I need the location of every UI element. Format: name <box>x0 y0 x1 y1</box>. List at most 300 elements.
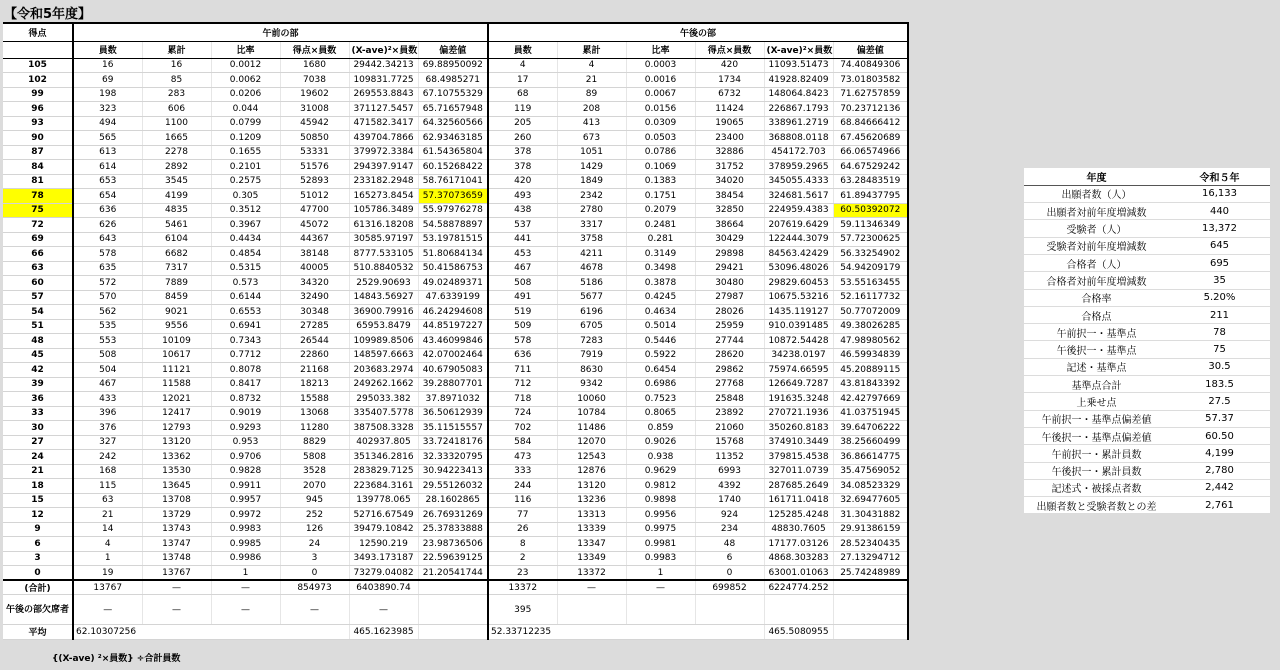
summary-label: 受験者対前年度増減数 <box>1024 237 1169 254</box>
am-value-cell: 34320 <box>280 276 349 291</box>
pm-value-cell: 509 <box>488 319 557 334</box>
score-cell: 96 <box>3 102 73 117</box>
am-value-cell: 0.4434 <box>211 232 280 247</box>
am-value-cell: 44367 <box>280 232 349 247</box>
summary-value: 16,133 <box>1169 185 1270 202</box>
pm-value-cell: 47.98980562 <box>833 334 908 349</box>
am-col-header: 得点×員数 <box>280 41 349 58</box>
am-value-cell: 45942 <box>280 116 349 131</box>
summary-label: 合格者対前年度増減数 <box>1024 272 1169 289</box>
am-value-cell: 51576 <box>280 160 349 175</box>
am-value-cell: 0 <box>280 566 349 581</box>
am-value-cell: 6104 <box>142 232 211 247</box>
pm-value-cell: 63001.01063 <box>764 566 833 581</box>
pm-value-cell: 10675.53216 <box>764 290 833 305</box>
pm-value-cell: 9342 <box>557 377 626 392</box>
table-row <box>3 551 908 566</box>
am-value-cell: 606 <box>142 102 211 117</box>
pm-value-cell: 60.50392072 <box>833 203 908 218</box>
absent-row-pm-cell <box>833 595 908 625</box>
am-value-cell: 10109 <box>142 334 211 349</box>
pm-col-header: 員数 <box>488 41 557 58</box>
pm-value-cell: 161711.0418 <box>764 493 833 508</box>
am-value-cell: 8829 <box>280 435 349 450</box>
am-value-cell: 376 <box>73 421 142 436</box>
am-value-cell: 0.9293 <box>211 421 280 436</box>
pm-value-cell: 1435.119127 <box>764 305 833 320</box>
absent-row-am-cell: — <box>211 595 280 625</box>
am-value-cell: 535 <box>73 319 142 334</box>
pm-value-cell: 50.77072009 <box>833 305 908 320</box>
summary-value: 30.5 <box>1169 358 1270 375</box>
pm-value-cell: 5677 <box>557 290 626 305</box>
am-value-cell: 3545 <box>142 174 211 189</box>
pm-value-cell: 1051 <box>557 145 626 160</box>
totals-row-pm-cell <box>833 580 908 595</box>
pm-value-cell: 0.6986 <box>626 377 695 392</box>
pm-value-cell: 35.47569052 <box>833 464 908 479</box>
am-value-cell: 626 <box>73 218 142 233</box>
summary-value: 13,372 <box>1169 220 1270 237</box>
am-value-cell: 14843.56927 <box>349 290 418 305</box>
am-value-cell: 85 <box>142 73 211 88</box>
table-row <box>3 450 908 465</box>
pm-value-cell: 413 <box>557 116 626 131</box>
pm-value-cell: 205 <box>488 116 557 131</box>
pm-value-cell: 89 <box>557 87 626 102</box>
am-value-cell: 7889 <box>142 276 211 291</box>
score-cell: 12 <box>3 508 73 523</box>
totals-row-label: (合計) <box>3 580 73 595</box>
pm-col-header: 累計 <box>557 41 626 58</box>
am-value-cell: 2892 <box>142 160 211 175</box>
summary-row <box>1024 220 1270 237</box>
summary-row <box>1024 237 1270 254</box>
score-cell: 18 <box>3 479 73 494</box>
am-value-cell: 37.8971032 <box>418 392 488 407</box>
am-value-cell: 402937.805 <box>349 435 418 450</box>
absent-row <box>3 595 908 625</box>
summary-label: 記述式・被採点者数 <box>1024 479 1169 496</box>
pm-value-cell: 0.9898 <box>626 493 695 508</box>
pm-value-cell: 0.0309 <box>626 116 695 131</box>
am-value-cell: 50850 <box>280 131 349 146</box>
am-value-cell: 6682 <box>142 247 211 262</box>
am-value-cell: 439704.7866 <box>349 131 418 146</box>
pm-value-cell: 4 <box>488 58 557 73</box>
pm-value-cell: 0.0067 <box>626 87 695 102</box>
pm-value-cell: 13347 <box>557 537 626 552</box>
totals-row-am-cell: — <box>142 580 211 595</box>
summary-row <box>1024 254 1270 271</box>
table-row <box>3 566 908 581</box>
pm-value-cell: 378959.2965 <box>764 160 833 175</box>
pm-value-cell: 15768 <box>695 435 764 450</box>
pm-value-cell: 67.45620689 <box>833 131 908 146</box>
score-cell: 21 <box>3 464 73 479</box>
am-value-cell: 52716.67549 <box>349 508 418 523</box>
am-value-cell: 0.6144 <box>211 290 280 305</box>
absent-row-am-cell <box>418 595 488 625</box>
table-row <box>3 305 908 320</box>
table-row <box>3 406 908 421</box>
summary-label: 受験者（人） <box>1024 220 1169 237</box>
summary-row <box>1024 393 1270 410</box>
table-row <box>3 348 908 363</box>
am-value-cell: 0.1209 <box>211 131 280 146</box>
absent-row-am-cell: — <box>73 595 142 625</box>
summary-row <box>1024 462 1270 479</box>
score-cell: 9 <box>3 522 73 537</box>
pm-value-cell: 38454 <box>695 189 764 204</box>
am-value-cell: 0.953 <box>211 435 280 450</box>
am-value-cell: 139778.065 <box>349 493 418 508</box>
am-value-cell: 0.9972 <box>211 508 280 523</box>
pm-value-cell: 122444.3079 <box>764 232 833 247</box>
pm-value-cell: 0 <box>695 566 764 581</box>
pm-value-cell: 0.9983 <box>626 551 695 566</box>
am-value-cell: 44.85197227 <box>418 319 488 334</box>
pm-value-cell: 4 <box>557 58 626 73</box>
am-value-cell: 42.07002464 <box>418 348 488 363</box>
pm-value-cell: 350260.8183 <box>764 421 833 436</box>
am-value-cell: 43.46099846 <box>418 334 488 349</box>
am-value-cell: 47700 <box>280 203 349 218</box>
absent-row-pm-cell <box>626 595 695 625</box>
summary-value: 183.5 <box>1169 376 1270 393</box>
pm-value-cell: 38664 <box>695 218 764 233</box>
am-value-cell: 53331 <box>280 145 349 160</box>
am-value-cell: 3493.173187 <box>349 551 418 566</box>
pm-value-cell: 34.08523329 <box>833 479 908 494</box>
am-value-cell: 39.28807701 <box>418 377 488 392</box>
pm-value-cell: 28620 <box>695 348 764 363</box>
score-distribution-table <box>3 22 908 640</box>
table-row <box>3 508 908 523</box>
pm-value-cell: 29829.60453 <box>764 276 833 291</box>
am-value-cell: 9021 <box>142 305 211 320</box>
am-value-cell: 283 <box>142 87 211 102</box>
summary-value: 75 <box>1169 341 1270 358</box>
am-value-cell: 69 <box>73 73 142 88</box>
pm-value-cell: 208 <box>557 102 626 117</box>
am-value-cell: 295033.382 <box>349 392 418 407</box>
am-value-cell: 269553.8843 <box>349 87 418 102</box>
summary-label: 出願者数と受験者数との差 <box>1024 497 1169 514</box>
pm-value-cell: 41928.82409 <box>764 73 833 88</box>
summary-value: 645 <box>1169 237 1270 254</box>
pm-value-cell: 0.8065 <box>626 406 695 421</box>
absent-row-pm-cell <box>557 595 626 625</box>
am-value-cell: 63 <box>73 493 142 508</box>
summary-label: 合格点 <box>1024 306 1169 323</box>
pm-value-cell: 0.1383 <box>626 174 695 189</box>
am-value-cell: 1100 <box>142 116 211 131</box>
score-cell: 60 <box>3 276 73 291</box>
am-value-cell: 39479.10842 <box>349 522 418 537</box>
totals-row-am-cell: 13767 <box>73 580 142 595</box>
pm-value-cell: 30429 <box>695 232 764 247</box>
pm-value-cell: 21060 <box>695 421 764 436</box>
pm-value-cell: 4211 <box>557 247 626 262</box>
am-value-cell: 13530 <box>142 464 211 479</box>
am-value-cell: 11121 <box>142 363 211 378</box>
pm-value-cell: 25959 <box>695 319 764 334</box>
score-cell: 63 <box>3 261 73 276</box>
pm-value-cell: 0.9812 <box>626 479 695 494</box>
table-row <box>3 363 908 378</box>
summary-value: 695 <box>1169 254 1270 271</box>
am-value-cell: 562 <box>73 305 142 320</box>
pm-value-cell: 5186 <box>557 276 626 291</box>
pm-value-cell: 25.74248989 <box>833 566 908 581</box>
am-value-cell: 115 <box>73 479 142 494</box>
am-value-cell: 36.50612939 <box>418 406 488 421</box>
pm-value-cell: 1849 <box>557 174 626 189</box>
am-value-cell: 223684.3161 <box>349 479 418 494</box>
am-value-cell: 40.67905083 <box>418 363 488 378</box>
am-value-cell: 0.3967 <box>211 218 280 233</box>
summary-row <box>1024 427 1270 444</box>
pm-value-cell: 702 <box>488 421 557 436</box>
score-cell: 51 <box>3 319 73 334</box>
pm-value-cell: 0.2079 <box>626 203 695 218</box>
pm-value-cell: 13313 <box>557 508 626 523</box>
am-value-cell: 65.71657948 <box>418 102 488 117</box>
pm-value-cell: 6196 <box>557 305 626 320</box>
am-value-cell: 30.94223413 <box>418 464 488 479</box>
pm-value-cell: 7919 <box>557 348 626 363</box>
summary-value: 440 <box>1169 203 1270 220</box>
pm-value-cell: 13349 <box>557 551 626 566</box>
am-value-cell: 13729 <box>142 508 211 523</box>
score-cell: 39 <box>3 377 73 392</box>
am-value-cell: 1 <box>73 551 142 566</box>
summary-label: 午前択一・基準点 <box>1024 324 1169 341</box>
table-row <box>3 493 908 508</box>
pm-value-cell: 1429 <box>557 160 626 175</box>
pm-average-value: 52.33712235 <box>488 625 764 640</box>
pm-value-cell: 12070 <box>557 435 626 450</box>
absent-row-pm-cell <box>764 595 833 625</box>
am-value-cell: 252 <box>280 508 349 523</box>
pm-value-cell: 226867.1793 <box>764 102 833 117</box>
summary-label: 出願者数（人） <box>1024 185 1169 202</box>
pm-value-cell: 57.72300625 <box>833 232 908 247</box>
pm-value-cell: 0.9975 <box>626 522 695 537</box>
pm-value-cell: 23892 <box>695 406 764 421</box>
am-value-cell: 0.0799 <box>211 116 280 131</box>
absent-row-label: 午後の部欠席者 <box>3 595 73 625</box>
pm-value-cell: 368808.0118 <box>764 131 833 146</box>
pm-value-cell: 0.281 <box>626 232 695 247</box>
average-label: 平均 <box>3 625 73 640</box>
table-row <box>3 290 908 305</box>
pm-value-cell: 3317 <box>557 218 626 233</box>
totals-row-pm-cell: 6224774.252 <box>764 580 833 595</box>
summary-label: 上乗せ点 <box>1024 393 1169 410</box>
am-value-cell: 494 <box>73 116 142 131</box>
pm-value-cell: 17 <box>488 73 557 88</box>
pm-value-cell: 4868.303283 <box>764 551 833 566</box>
am-value-cell: 148597.6663 <box>349 348 418 363</box>
pm-value-cell: 11424 <box>695 102 764 117</box>
table-row <box>3 334 908 349</box>
summary-value: 4,199 <box>1169 445 1270 462</box>
am-value-cell: 467 <box>73 377 142 392</box>
am-value-cell: 57.37073659 <box>418 189 488 204</box>
pm-value-cell: 8630 <box>557 363 626 378</box>
am-value-cell: 67.10755329 <box>418 87 488 102</box>
summary-value-header: 令和５年 <box>1169 168 1270 185</box>
am-value-cell: 55.97976278 <box>418 203 488 218</box>
table-row <box>3 522 908 537</box>
am-value-cell: 945 <box>280 493 349 508</box>
score-cell: 99 <box>3 87 73 102</box>
pm-value-cell: 0.9981 <box>626 537 695 552</box>
variance-footnote: {(X-ave) ²×員数} ÷合計員数 <box>52 654 181 664</box>
average-row <box>3 625 908 640</box>
am-value-cell: 0.8417 <box>211 377 280 392</box>
score-cell: 102 <box>3 73 73 88</box>
pm-value-cell: 13339 <box>557 522 626 537</box>
am-value-cell: 19 <box>73 566 142 581</box>
score-cell: 6 <box>3 537 73 552</box>
pm-value-cell: 4392 <box>695 479 764 494</box>
am-average-blank <box>418 625 488 640</box>
pm-value-cell: 673 <box>557 131 626 146</box>
pm-value-cell: 0.7523 <box>626 392 695 407</box>
am-value-cell: 4835 <box>142 203 211 218</box>
pm-value-cell: 2 <box>488 551 557 566</box>
pm-value-cell: 10872.54428 <box>764 334 833 349</box>
am-value-cell: 643 <box>73 232 142 247</box>
summary-label: 基準点合計 <box>1024 376 1169 393</box>
am-value-cell: 28.1602865 <box>418 493 488 508</box>
summary-value: 5.20% <box>1169 289 1270 306</box>
am-section-header: 午前の部 <box>73 23 488 41</box>
pm-value-cell: 378 <box>488 145 557 160</box>
pm-value-cell: 584 <box>488 435 557 450</box>
table-row <box>3 73 908 88</box>
am-value-cell: 50.41586753 <box>418 261 488 276</box>
pm-value-cell: 48830.7605 <box>764 522 833 537</box>
pm-value-cell: 453 <box>488 247 557 262</box>
pm-value-cell: 116 <box>488 493 557 508</box>
am-value-cell: 203683.2974 <box>349 363 418 378</box>
am-value-cell: 2529.90693 <box>349 276 418 291</box>
am-value-cell: 613 <box>73 145 142 160</box>
am-value-cell: 0.9828 <box>211 464 280 479</box>
pm-value-cell: 64.67529242 <box>833 160 908 175</box>
am-value-cell: 168 <box>73 464 142 479</box>
table-row <box>3 131 908 146</box>
pm-value-cell: 56.33254902 <box>833 247 908 262</box>
am-value-cell: 60.15268422 <box>418 160 488 175</box>
table-row <box>3 58 908 73</box>
am-value-cell: 2070 <box>280 479 349 494</box>
summary-label: 午後択一・基準点偏差値 <box>1024 427 1169 444</box>
pm-value-cell: 10784 <box>557 406 626 421</box>
am-value-cell: 22.59639125 <box>418 551 488 566</box>
pm-value-cell: 32.69477605 <box>833 493 908 508</box>
pm-value-cell: 39.64706222 <box>833 421 908 436</box>
pm-value-cell: 28026 <box>695 305 764 320</box>
pm-value-cell: 711 <box>488 363 557 378</box>
am-value-cell: 58.76171041 <box>418 174 488 189</box>
am-value-cell: 0.044 <box>211 102 280 117</box>
am-value-cell: 0.9957 <box>211 493 280 508</box>
am-value-cell: 13743 <box>142 522 211 537</box>
pm-value-cell: 636 <box>488 348 557 363</box>
am-value-cell: 45072 <box>280 218 349 233</box>
table-row <box>3 145 908 160</box>
summary-value: 60.50 <box>1169 427 1270 444</box>
table-row <box>3 174 908 189</box>
pm-value-cell: 1 <box>626 566 695 581</box>
pm-value-cell: 41.03751945 <box>833 406 908 421</box>
score-cell: 105 <box>3 58 73 73</box>
pm-value-cell: 0.6454 <box>626 363 695 378</box>
am-value-cell: 13362 <box>142 450 211 465</box>
pm-value-cell: 27768 <box>695 377 764 392</box>
am-value-cell: 327 <box>73 435 142 450</box>
pm-value-cell: 34020 <box>695 174 764 189</box>
absent-row-am-cell: — <box>349 595 418 625</box>
pm-value-cell: 46.59934839 <box>833 348 908 363</box>
am-value-cell: 13120 <box>142 435 211 450</box>
summary-row <box>1024 410 1270 427</box>
am-value-cell: 553 <box>73 334 142 349</box>
summary-label: 午後択一・基準点 <box>1024 341 1169 358</box>
summary-label: 午前択一・基準点偏差値 <box>1024 410 1169 427</box>
pm-value-cell: 270721.1936 <box>764 406 833 421</box>
pm-value-cell: 119 <box>488 102 557 117</box>
summary-value: 57.37 <box>1169 410 1270 427</box>
pm-value-cell: 467 <box>488 261 557 276</box>
pm-value-cell: 0.3149 <box>626 247 695 262</box>
score-cell: 84 <box>3 160 73 175</box>
pm-value-cell: 27987 <box>695 290 764 305</box>
pm-variance-value: 465.5080955 <box>764 625 833 640</box>
am-value-cell: 24 <box>280 537 349 552</box>
am-value-cell: 12021 <box>142 392 211 407</box>
summary-table <box>1024 168 1270 514</box>
pm-value-cell: 23400 <box>695 131 764 146</box>
summary-row <box>1024 185 1270 202</box>
am-value-cell: 61.54365804 <box>418 145 488 160</box>
pm-value-cell: 473 <box>488 450 557 465</box>
am-value-cell: 635 <box>73 261 142 276</box>
score-cell: 24 <box>3 450 73 465</box>
am-value-cell: 0.573 <box>211 276 280 291</box>
summary-row <box>1024 358 1270 375</box>
pm-value-cell: 29.91386159 <box>833 522 908 537</box>
am-value-cell: 5461 <box>142 218 211 233</box>
summary-value: 27.5 <box>1169 393 1270 410</box>
am-value-cell: 471582.3417 <box>349 116 418 131</box>
am-value-cell: 105786.3489 <box>349 203 418 218</box>
score-cell: 27 <box>3 435 73 450</box>
pm-value-cell: 27744 <box>695 334 764 349</box>
pm-value-cell: 0.938 <box>626 450 695 465</box>
am-value-cell: 23.98736506 <box>418 537 488 552</box>
am-value-cell: 15588 <box>280 392 349 407</box>
am-value-cell: 33.72418176 <box>418 435 488 450</box>
pm-value-cell: 38.25660499 <box>833 435 908 450</box>
pm-value-cell: 77 <box>488 508 557 523</box>
pm-value-cell: 4678 <box>557 261 626 276</box>
